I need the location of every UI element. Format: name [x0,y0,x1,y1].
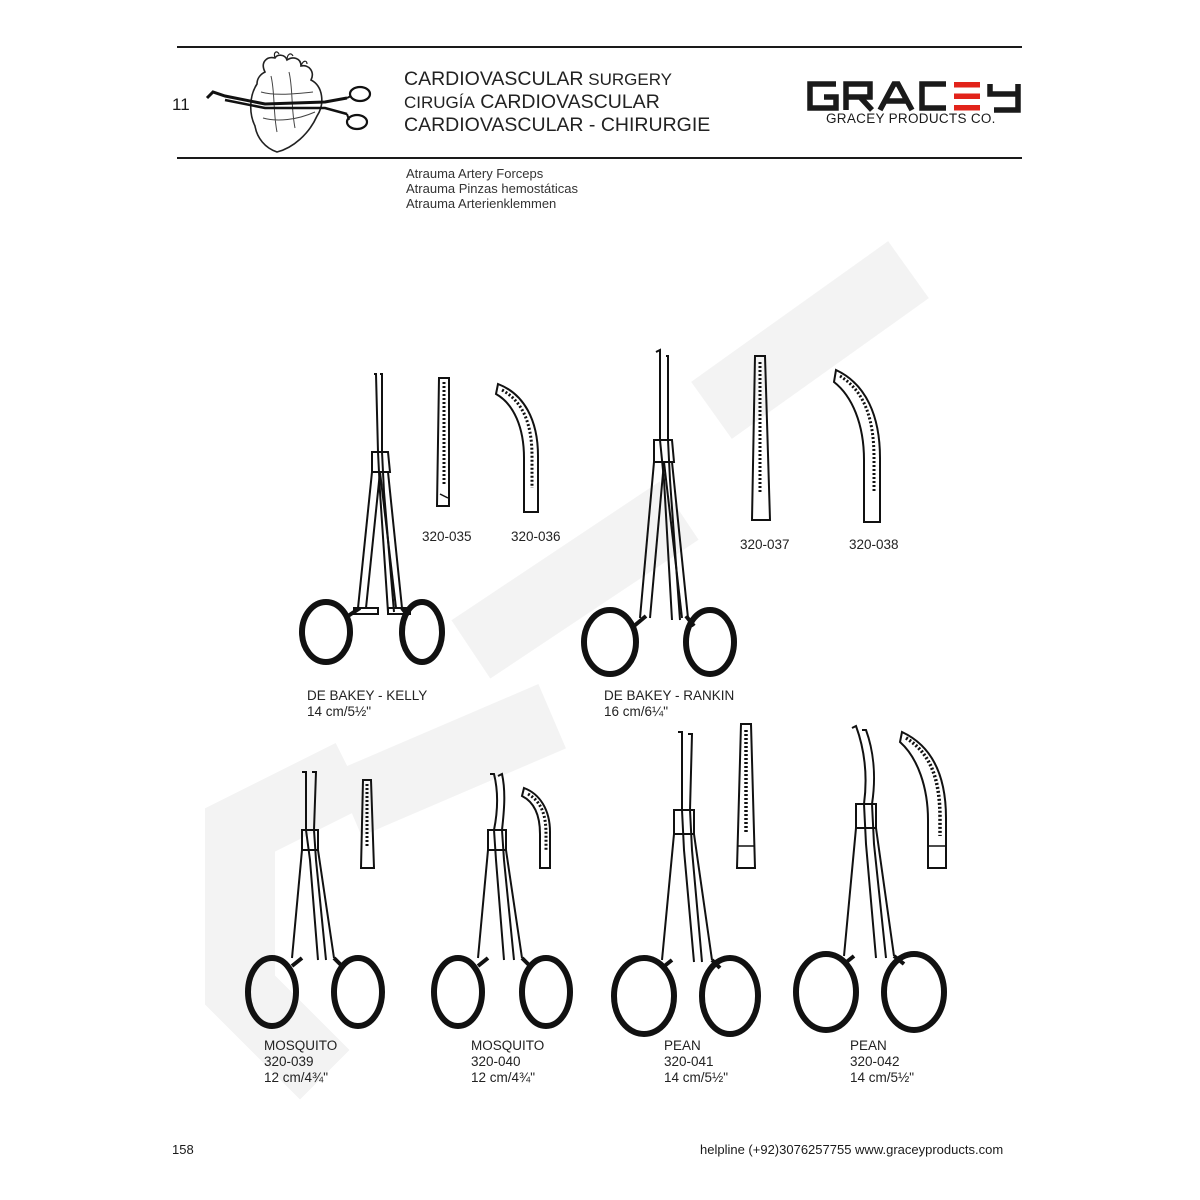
product-size-pean-042: 14 cm/5½" [850,1070,915,1085]
product-size-mosquito-040: 12 cm/4¾" [471,1070,536,1085]
product-name-pean-041: PEAN [664,1038,701,1053]
jaw-320-040-image [520,782,560,870]
product-size-de-bakey-kelly: 14 cm/5½" [307,704,372,719]
company-name: GRACEY PRODUCTS CO. [826,111,996,126]
jaw-320-038-image [832,362,892,524]
header-top-rule [177,46,1022,48]
de-bakey-rankin-forceps-image [580,350,740,676]
code-320-038: 320-038 [849,537,899,552]
product-size-de-bakey-rankin: 16 cm/6¼" [604,704,669,719]
chapter-number: 11 [172,95,190,114]
helpline-and-website: helpline (+92)3076257755 www.graceyproducts.com [700,1142,1004,1157]
title-line-de: CARDIOVASCULAR - CHIRURGIE [404,114,711,136]
code-320-035: 320-035 [422,529,472,544]
product-name-de-bakey-kelly: DE BAKEY - KELLY [307,688,428,703]
product-name-mosquito-040: MOSQUITO [471,1038,545,1053]
product-size-mosquito-039: 12 cm/4¾" [264,1070,329,1085]
heart-clamp-illustration [205,52,380,156]
jaw-320-037-image [748,354,774,522]
subtitle-de: Atrauma Arterienklemmen [406,196,557,211]
jaw-320-042-image [898,726,958,870]
section-titles [404,68,710,136]
de-bakey-kelly-forceps-image [298,372,438,664]
title-line-en: CARDIOVASCULAR SURGERY [404,68,673,90]
jaw-320-041-image [733,722,761,870]
product-size-pean-041: 14 cm/5½" [664,1070,729,1085]
product-name-de-bakey-rankin: DE BAKEY - RANKIN [604,688,735,703]
product-name-mosquito-039: MOSQUITO [264,1038,338,1053]
title-line-es: CIRUGÍA CARDIOVASCULAR [404,91,660,113]
subtitle-en: Atrauma Artery Forceps [406,166,544,181]
code-320-037: 320-037 [740,537,790,552]
product-name-pean-042: PEAN [850,1038,887,1053]
product-code-mosquito-040: 320-040 [471,1054,521,1069]
header-bottom-rule [177,157,1022,159]
code-320-036: 320-036 [511,529,561,544]
product-code-pean-041: 320-041 [664,1054,714,1069]
jaw-320-035-image [434,376,456,508]
jaw-320-039-image [358,778,378,870]
product-code-mosquito-039: 320-039 [264,1054,314,1069]
product-code-pean-042: 320-042 [850,1054,900,1069]
gracey-logo [804,80,1026,112]
page-number: 158 [172,1142,194,1157]
subtitle-es: Atrauma Pinzas hemostáticas [406,181,578,196]
jaw-320-036-image [494,376,550,514]
